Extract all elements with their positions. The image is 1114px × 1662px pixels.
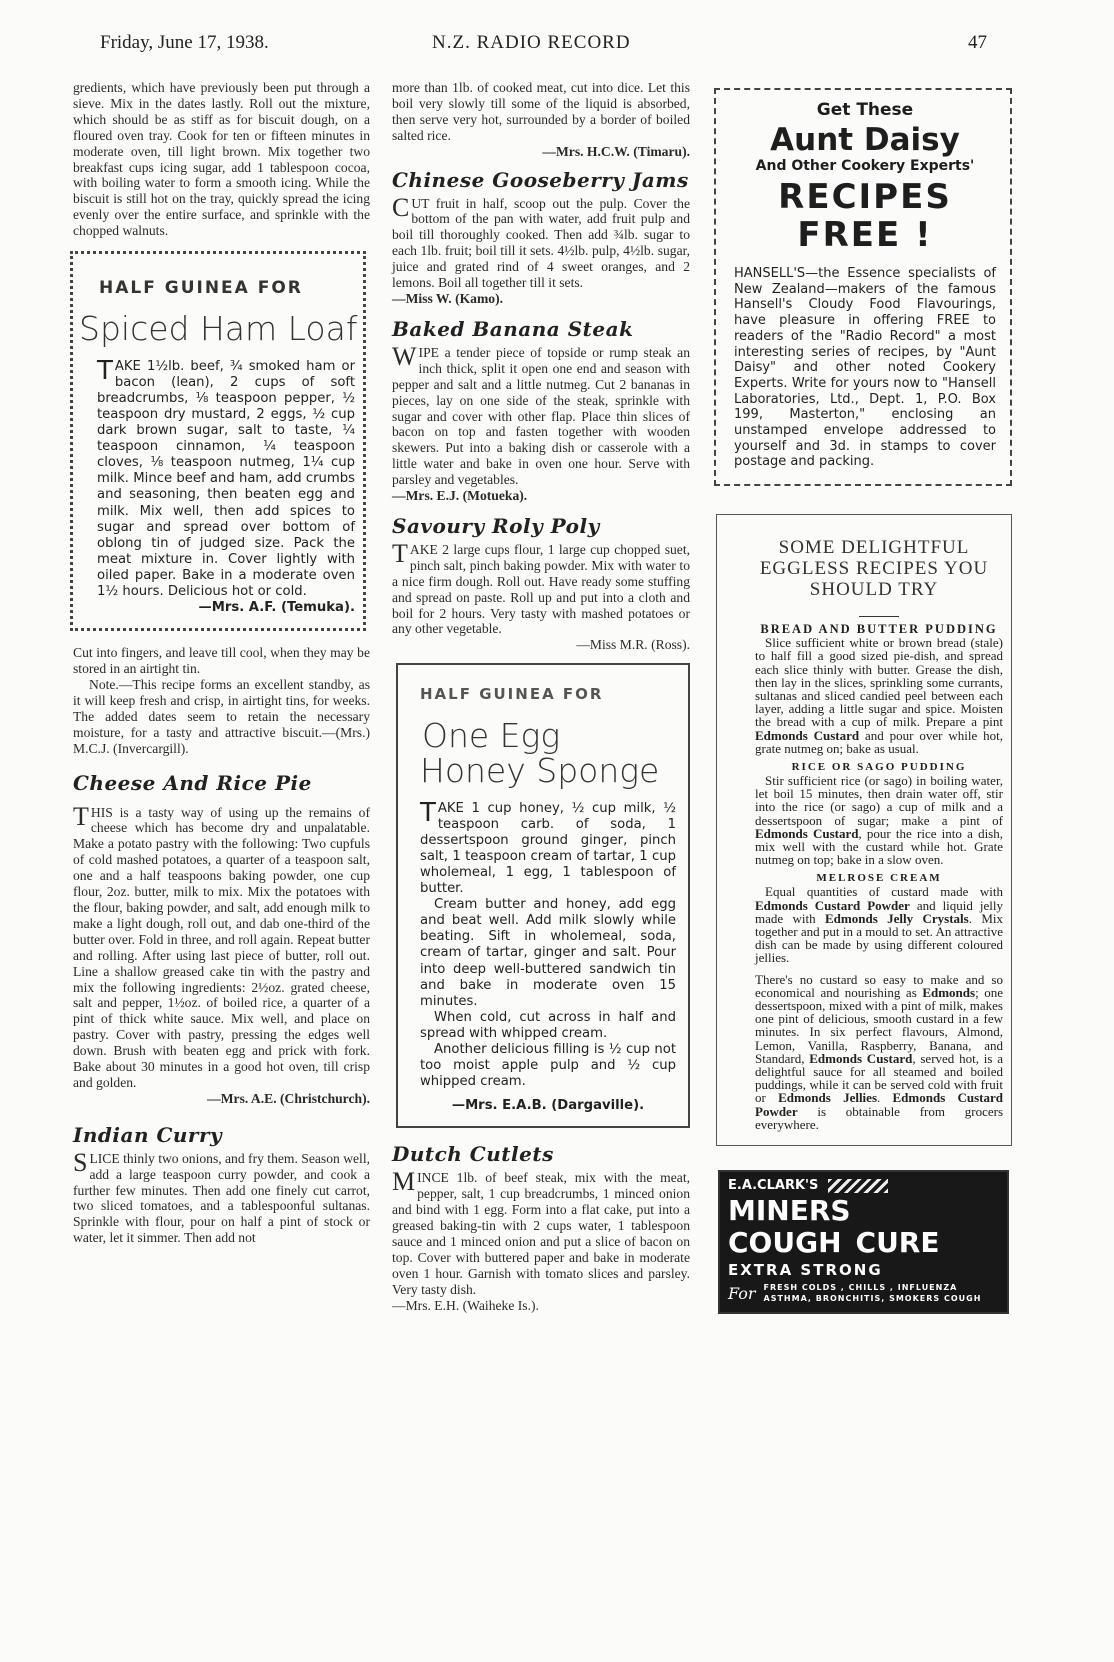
brand-name: Edmonds Custard Powder [755, 897, 910, 913]
brand-name: Edmonds Custard [755, 825, 859, 841]
recipe-signature: —Mrs. A.E. (Christchurch). [207, 1090, 370, 1106]
box-title-line-2: Honey Sponge [420, 750, 660, 790]
text: , served hot, is a delightful sauce for all steamed and boiled puddings, while it can be served cold with fruit or [755, 1050, 1003, 1106]
recipe-body: WIPE a tender piece of topside or rump steak an inch thick, split it open one end and season with pepper and salt and a little nutmeg. Cut 2 bananas in pieces, lay on one side of the steak, sprinkle with sugar and cover with other flap. Place thin slices of bacon on top and fasten together with wooden skewers. Put into a baking dish or casserole with a little water and bake in oven one hour. Serve with parsley and vegetables. [392, 341, 690, 488]
recipe-signature: —Mrs. E.H. (Waiheke Is.). [392, 1297, 539, 1313]
article-continuation: gredients, which have previously been put through a sieve. Mix in the dates lastly. Roll out the mixture, which should be as stiff as for biscuit dough, on a floured oven tray. Cook for ten or fifteen minutes in moderate oven, till light brown. Mix together two breakfast cups icing sugar, add 1 tablespoon cocoa, with boiling water to form a smooth icing. While the biscuit is still hot on the tray, quickly spread the icing evenly over the entire surface, and sprinkle with the chopped walnuts. [73, 80, 370, 239]
box-recipe-body: TAKE 1½lb. beef, ¾ smoked ham or bacon (lean), 2 cups of soft breadcrumbs, ⅛ teaspoon pepper, ½ teaspoon dry mustard, 2 eggs, ½ cup dark brown sugar, salt to taste, ¼ teaspoon cinnamon, ¼ teaspoon cloves, ⅛ teaspoon nutmeg, 1¼ cup milk. Mince beef and ham, add crumbs and seasoning, then beaten egg and milk. Mix well, then add spices to sugar and spread over bottom of oblong tin of judged size. Pack the meat mixture in. Cover lightly with oiled paper. Bake in a moderate oven 1½ hours. Delicious hot or cold. [97, 355, 355, 600]
spiced-ham-loaf-box [70, 251, 366, 631]
text: , pour the rice into a dish, mix well with the custard while hot. Grate nutmeg on top; bake in a slow oven. [755, 825, 1003, 868]
recipe-signature: —Mrs. E.J. (Motueka). [392, 488, 528, 504]
recipe-title: Baked Banana Steak [392, 316, 634, 341]
recipe-title: Savoury Roly Poly [392, 513, 600, 538]
divider [859, 616, 899, 617]
ad-strength: EXTRA STRONG [728, 1261, 883, 1280]
note-paragraph: Note.—This recipe forms an excellent standby, as it will keep fresh and crisp, in airtight tins, for weeks. The added dates seem to retain the necessary moisture, for a tasty and attractive biscuit.—(Mrs.) M.C.J. (Invercargill). [73, 677, 370, 756]
brand-name: Edmonds Custard [755, 727, 860, 743]
issue-date: Friday, June 17, 1938. [100, 32, 269, 53]
miners-cough-cure-advertisement [718, 1170, 1009, 1314]
stripes-decoration [828, 1179, 888, 1193]
recipe-body: MINCE 1lb. of beef steak, mix with the meat, pepper, salt, 1 cup breadcrumbs, 1 minced onion and bind with 1 egg. Form into a flat cake, put into a greased baking-tin with 2 cups water, 1 tablespoon sauce and 1 minced onion and put a slice of bacon on top. Cover with buttered paper and bake in moderate oven 1 hour. Garnish with tomato slices and parsley. Very tasty dish. [392, 1167, 690, 1297]
ad-maker: E.A.CLARK'S [728, 1178, 819, 1194]
recipe-heading: RICE OR SAGO PUDDING [791, 760, 967, 773]
brand-name: Edmonds [922, 984, 976, 1000]
aunt-daisy-advertisement [714, 88, 1012, 486]
recipe-heading: MELROSE CREAM [816, 872, 942, 885]
recipe-body: CUT fruit in half, scoop out the pulp. Cover the bottom of the pan with water, add fruit pulp and boil till thoroughly cooked. Then add ¾lb. sugar to each 1lb. fruit; boil till it sets. 4½lb. pulp, 4½lb. sugar, juice and grated rind of 4 sweet oranges, and 2 lemons. Boil all together till it sets. [392, 192, 690, 291]
ad-uses-line-1: FRESH COLDS , CHILLS , INFLUENZA [763, 1283, 958, 1293]
column-3 [714, 88, 1012, 1314]
text: Stir sufficient rice (or sago) in boiling water, let boil 15 minutes, then drain water off, stir into the rice (or sago) a cup of milk and a dessertspoon of sugar; make a pint of [755, 772, 1003, 828]
text: ; one dessertspoon, mixed with a pint of milk, makes one pint of delicious, smooth custard in a few minutes. In six perfect flavours, Almond, Lemon, Vanilla, Raspberry, Banana, and Standard, [755, 984, 1003, 1066]
brand-name: Edmonds Jellies [778, 1090, 877, 1106]
text: is obtainable from grocers everywhere. [755, 1103, 1003, 1132]
text: and pour over while hot, grate nutmeg on; bake as usual. [755, 727, 1003, 756]
box-signature: —Mrs. E.A.B. (Dargaville). [451, 1098, 645, 1114]
recipe-body: THIS is a tasty way of using up the remains of cheese which has become dry and unpalatable. Make a potato pastry with the following: Two cupfuls of cold mashed potatoes, a quarter of a teaspoon salt, one and a half teaspoons baking powder, one cup flour, 2oz. butter, milk to mix. Mix the potatoes with the flour, baking powder, and salt, add enough milk to make a light dough, roll out, and dab one-third of the butter over. Fold in three, and roll again. Repeat butter and rolling. After using last piece of butter, roll out. Line a shallow greased cake tin with the pastry and mix the following ingredients: 2½oz. grated cheese, salt and pepper, 1½oz. of boiled rice, a quarter of a pint of thick white sauce. Mix well, and place on pastry. Cover with pastry, pressing the edges well down. Brush with beaten egg and prick with fork. Bake about 30 minutes in a good hot oven, till crisp and golden. [73, 801, 370, 1090]
box-recipe-variation: Another delicious filling is ½ cup not too moist apple pulp and ½ cup whipped cream. [420, 1041, 676, 1090]
box-title: Spiced Ham Loaf [79, 309, 358, 349]
ad-for: For [728, 1283, 756, 1303]
text: Slice sufficient white or brown bread (stale) to half fill a good sized pie-dish, and spread each slice thinly with butter. Grease the dish, then lay in the slices, sprinkling some currants, sultanas and sliced candied peel between each layer, adding a little sugar and spice. Moisten the bread with a cup of milk. Prepare a pint [755, 635, 1003, 730]
box-kicker: HALF GUINEA FOR [99, 278, 303, 299]
page-number: 47 [968, 32, 987, 53]
article-continuation: Cut into fingers, and leave till cool, when they may be stored in an airtight tin. [73, 645, 370, 677]
recipe-signature: —Miss W. (Kamo). [392, 290, 504, 306]
ad-word-cure: CURE [855, 1226, 940, 1260]
ad-word-cough: COUGH [728, 1226, 842, 1260]
recipe-title: Chinese Gooseberry Jams [392, 167, 689, 192]
brand-name: Edmonds Custard Powder [755, 1090, 1003, 1119]
article-continuation: more than 1lb. of cooked meat, cut into dice. Let this boil very slowly till some of the liquid is absorbed, then serve very hot, surrounded by a border of boiled salted rice. [392, 80, 690, 143]
box-title-line-1: One Egg [422, 716, 561, 756]
column-2 [392, 80, 690, 1314]
ad-line-get-these: Get These [816, 100, 914, 120]
column-1 [73, 80, 370, 1246]
text: Equal quantities of custard made with [765, 884, 1003, 900]
recipe-title: Indian Curry [73, 1122, 223, 1147]
ad-line-aunt-daisy: Aunt Daisy [770, 122, 960, 158]
ad-title: SOME DELIGHTFUL EGGLESS RECIPES YOU SHOULD TRY [759, 537, 989, 601]
brand-name: Edmonds Custard [809, 1050, 913, 1066]
ad-line-free: FREE ! [797, 215, 933, 255]
text: . Mix together and put in a mould to set. An attractive dish can be made by using different coloured jellies. [755, 910, 1004, 966]
box-recipe-ingredients: TAKE 1 cup honey, ½ cup milk, ½ teaspoon carb. of soda, 1 dessertspoon ground ginger, pinch salt, 1 teaspoon cream of tartar, 1 cup wholemeal, 1 egg, 1 tablespoon of butter. [420, 797, 676, 897]
box-recipe-serving: When cold, cut across in half and spread with whipped cream. [420, 1009, 676, 1041]
box-signature: —Mrs. A.F. (Temuka). [198, 600, 355, 616]
closing-paragraph [755, 973, 1003, 1131]
ad-uses-line-2: ASTHMA, BRONCHITIS, SMOKERS COUGH [763, 1294, 982, 1304]
recipe-signature: —Miss M.R. (Ross). [576, 637, 690, 653]
recipe-body [755, 636, 1003, 755]
recipe-heading: BREAD AND BUTTER PUDDING [760, 622, 998, 637]
recipe-body: SLICE thinly two onions, and fry them. Season well, add a large teaspoon curry powder, and cook a further few minutes. Then add one finely cut carrot, two sliced tomatoes, and a tablespoonful sultanas. Sprinkle with flour, pour on half a pint of stock or water, let it simmer. Then add not [73, 1147, 370, 1246]
edmonds-advertisement [716, 514, 1012, 1146]
honey-sponge-box [396, 663, 690, 1128]
text: and liquid jelly made with [755, 897, 1003, 926]
recipe-body [755, 774, 1003, 866]
recipe-body [755, 885, 1003, 964]
recipe-title: Dutch Cutlets [392, 1142, 554, 1167]
recipe-body: TAKE 2 large cups flour, 1 large cup chopped suet, pinch salt, pinch baking powder. Mix with water to a nice firm dough. Roll out. Have ready some stuffing and spread on paste. Roll up and put into a cloth and boil for 2 hours. Very tasty with mashed potatoes or any other vegetable. [392, 538, 690, 637]
ad-word-miners: MINERS [728, 1194, 851, 1228]
ad-line-recipes: RECIPES [778, 177, 952, 217]
box-recipe-method: Cream butter and honey, add egg and beat well. Add milk slowly while beating. Sift in wholemeal, soda, cream of tartar, ginger and salt. Pour into deep well-buttered sandwich tin and bake in moderate oven 15 minutes. [420, 897, 676, 1009]
publication-title: N.Z. RADIO RECORD [432, 32, 631, 53]
text: There's no custard so easy to make and so economical and nourishing as [755, 971, 1003, 1000]
recipe-signature: —Mrs. H.C.W. (Timaru). [542, 143, 690, 159]
recipe-title: Cheese And Rice Pie [73, 770, 312, 795]
text: . [877, 1090, 893, 1106]
brand-name: Edmonds Jelly Crystals [825, 910, 969, 926]
ad-line-experts: And Other Cookery Experts' [755, 158, 975, 174]
ad-body: HANSELL'S—the Essence specialists of New Zealand—makers of the famous Hansell's Cloudy Food Flavourings, have pleasure in offering FREE to readers of the "Radio Record" a most interesting series of recipes, by "Aunt Daisy" and other noted Cookery Experts. Write for yours now to "Hansell Laboratories, Ltd., Dept. 1, P.O. Box 199, Masterton," enclosing an unstamped envelope addressed to yourself and 3d. in stamps to cover postage and packing. [734, 266, 996, 470]
box-kicker: HALF GUINEA FOR [420, 685, 604, 704]
